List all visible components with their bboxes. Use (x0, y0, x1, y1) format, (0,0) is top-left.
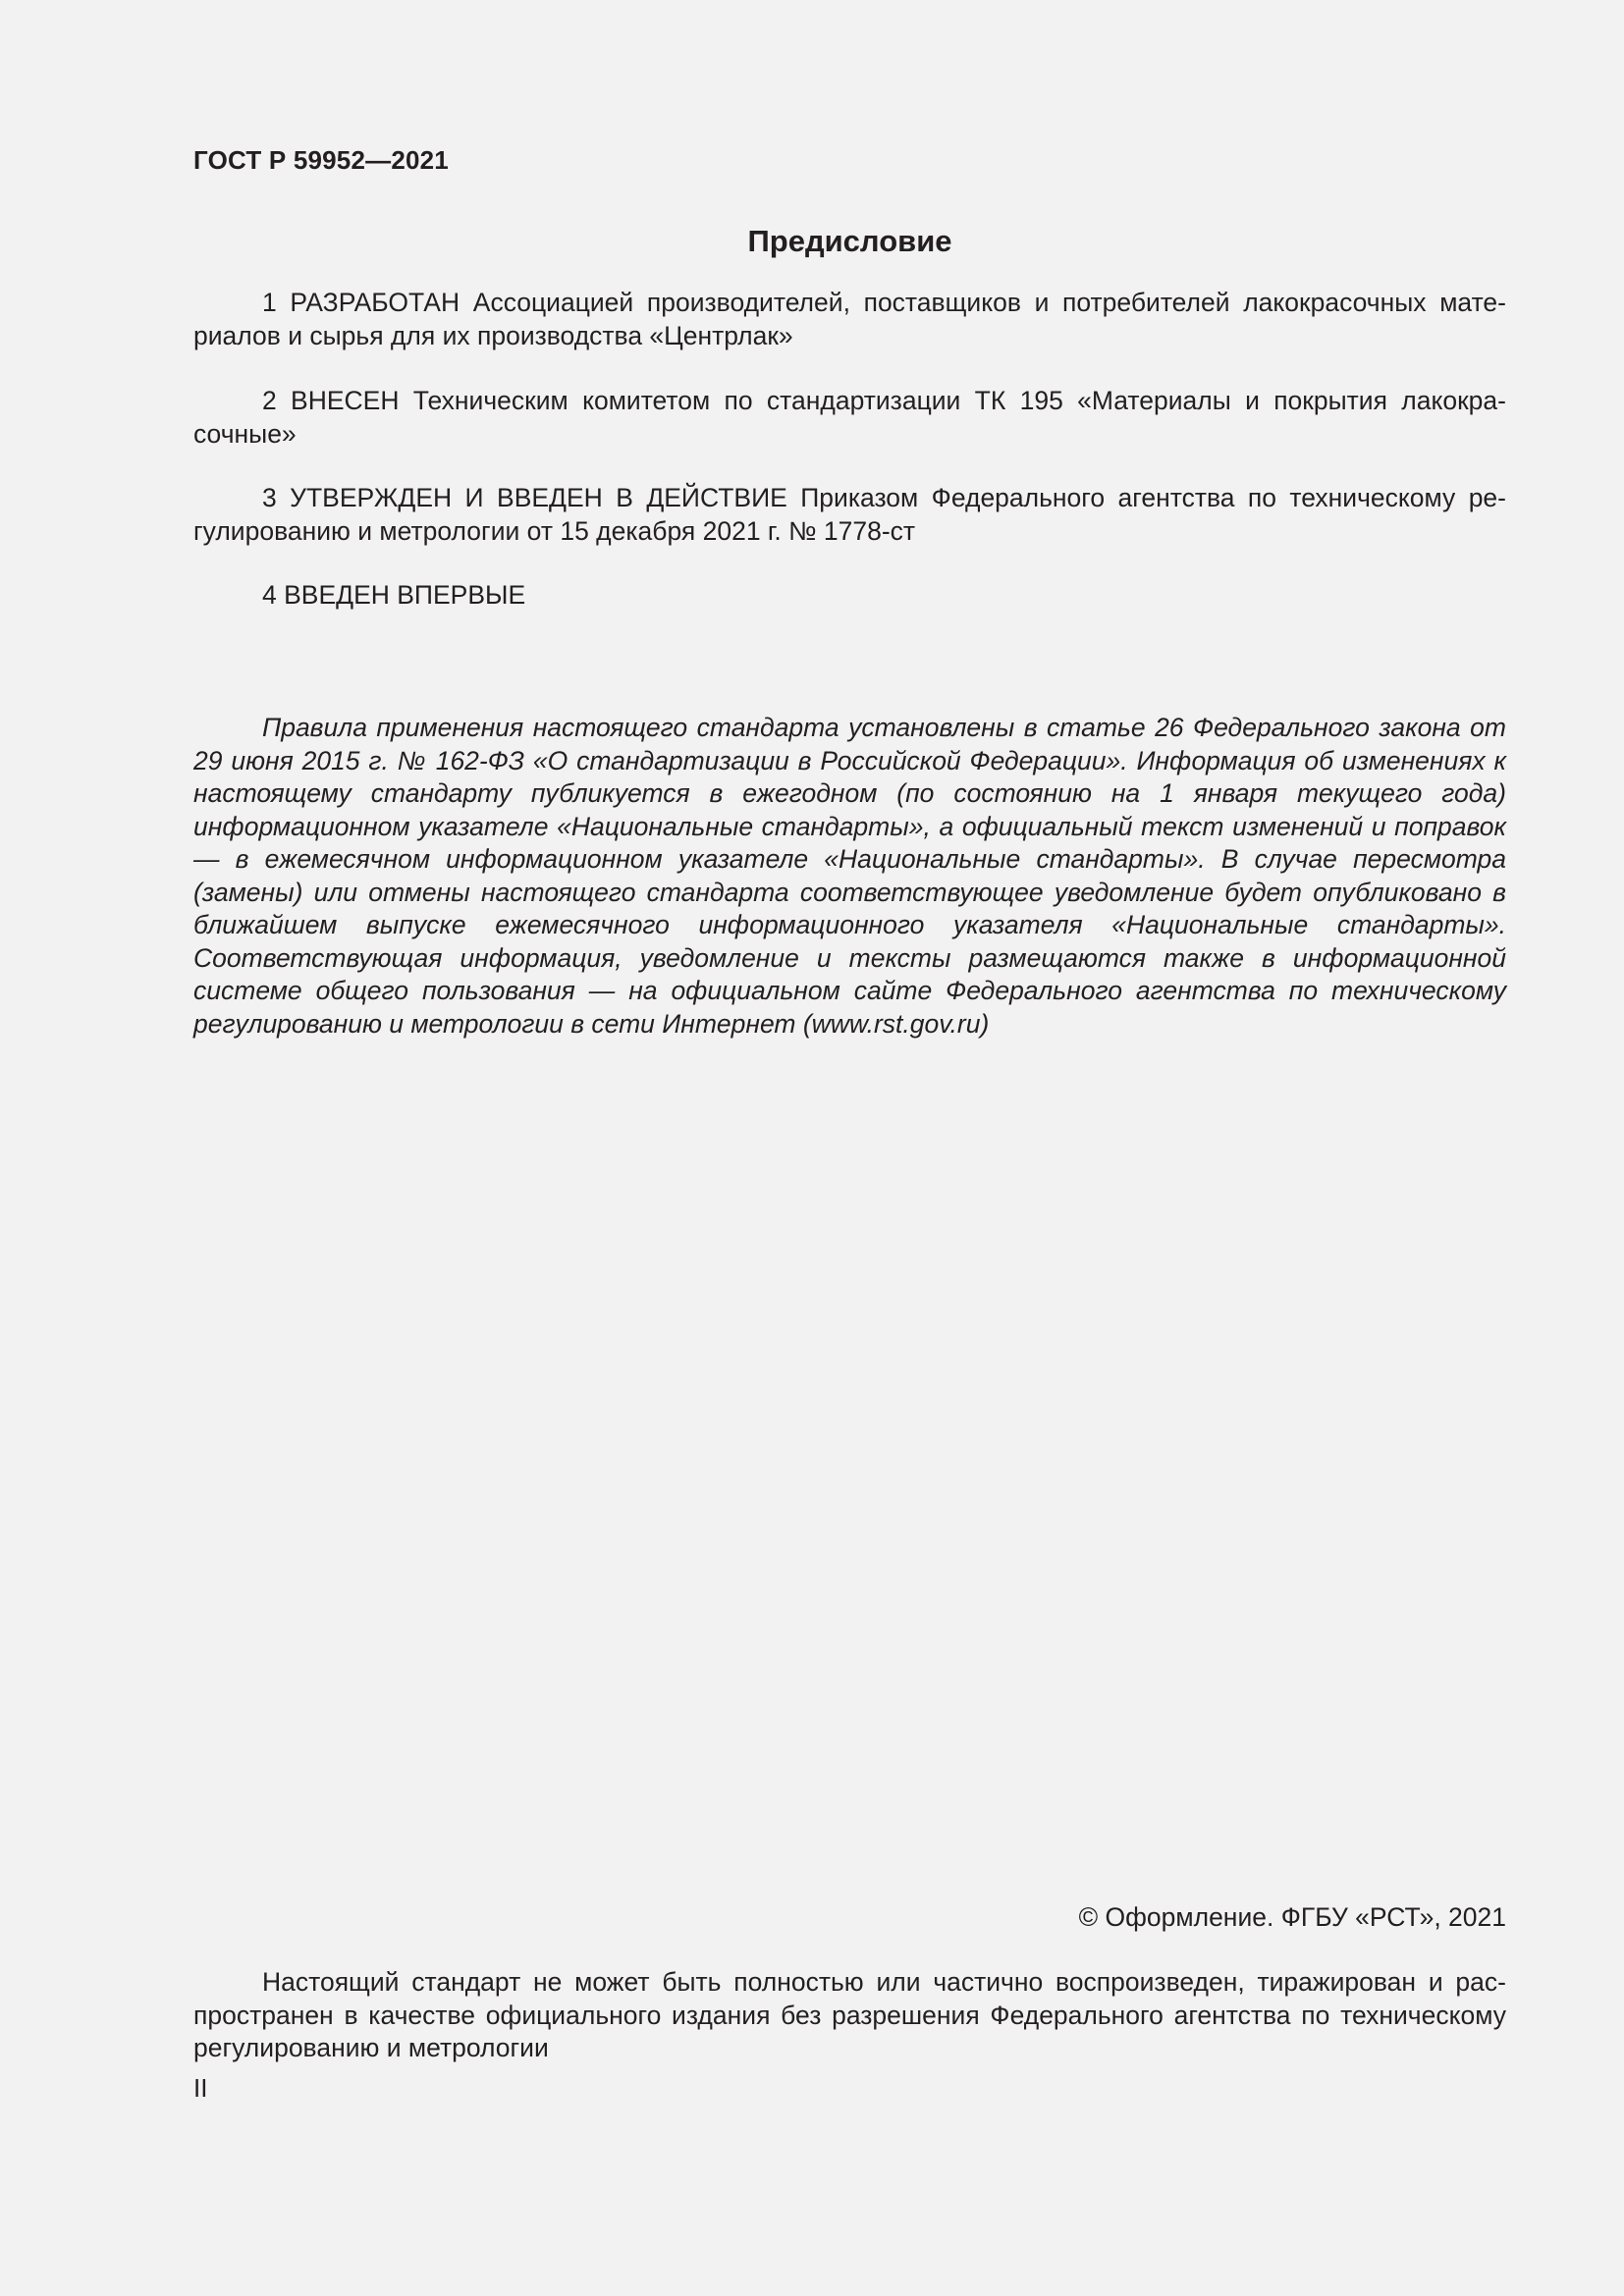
application-rules-text: Правила применения настоящего стандарта установлены в статье 26 Федерального закона от 29 июня 2015 г. № 162-ФЗ «О стандартизации в Российской Федерации». Информация об изменениях к настоящему стандарту публикуется в ежегодном (по состоянию на 1 января текущего года) информационном указателе «Национальные стандарты», а официальный текст изменений и поправок — в ежемесячном информационном указателе «Национальные стандарты». В случае пересмотра (замены) или отмены настоящего стандарта соответствующее уведомление будет опубликовано в ближайшем выпуске ежемесячного информационного указателя «Национальные стандарты». Соответствующая информация, уведомление и тексты размещаются также в информационной системе общего пользования — на официальном сайте Федерального агентства по техническому регулированию и метрологии в сети Интернет (www.rst.gov.ru) (193, 713, 1506, 1039)
page-number: II (193, 2073, 208, 2103)
copyright-line: © Оформление. ФГБУ «РСТ», 2021 (1078, 1902, 1506, 1932)
document-code: ГОСТ Р 59952—2021 (193, 145, 449, 175)
foreword-item-approved: 3 УТВЕРЖДЕН И ВВЕДЕН В ДЕЙСТВИЕ Приказом Федерального агентства по техническому регулированию и метрологии от 15 декабря 2021 г. № 1778-ст (193, 483, 1506, 546)
foreword-item-first-introduced: 4 ВВЕДЕН ВПЕРВЫЕ (262, 580, 526, 610)
document-page (193, 0, 1506, 2296)
foreword-item-introduced: 2 ВНЕСЕН Техническим комитетом по стандартизации ТК 195 «Материалы и покрытия лакокрасочные» (193, 386, 1506, 449)
foreword-item-developed: 1 РАЗРАБОТАН Ассоциацией производителей, поставщиков и потребителей лакокрасочных материалов и сырья для их производства «Центрлак» (193, 288, 1506, 350)
reproduction-notice: Настоящий стандарт не может быть полностью или частично воспроизведен, тиражирован и распространен в качестве официального издания без разрешения Федерального агентства по техническому регулированию и метрологии (193, 1967, 1506, 2062)
foreword-title: Предисловие (747, 224, 952, 258)
